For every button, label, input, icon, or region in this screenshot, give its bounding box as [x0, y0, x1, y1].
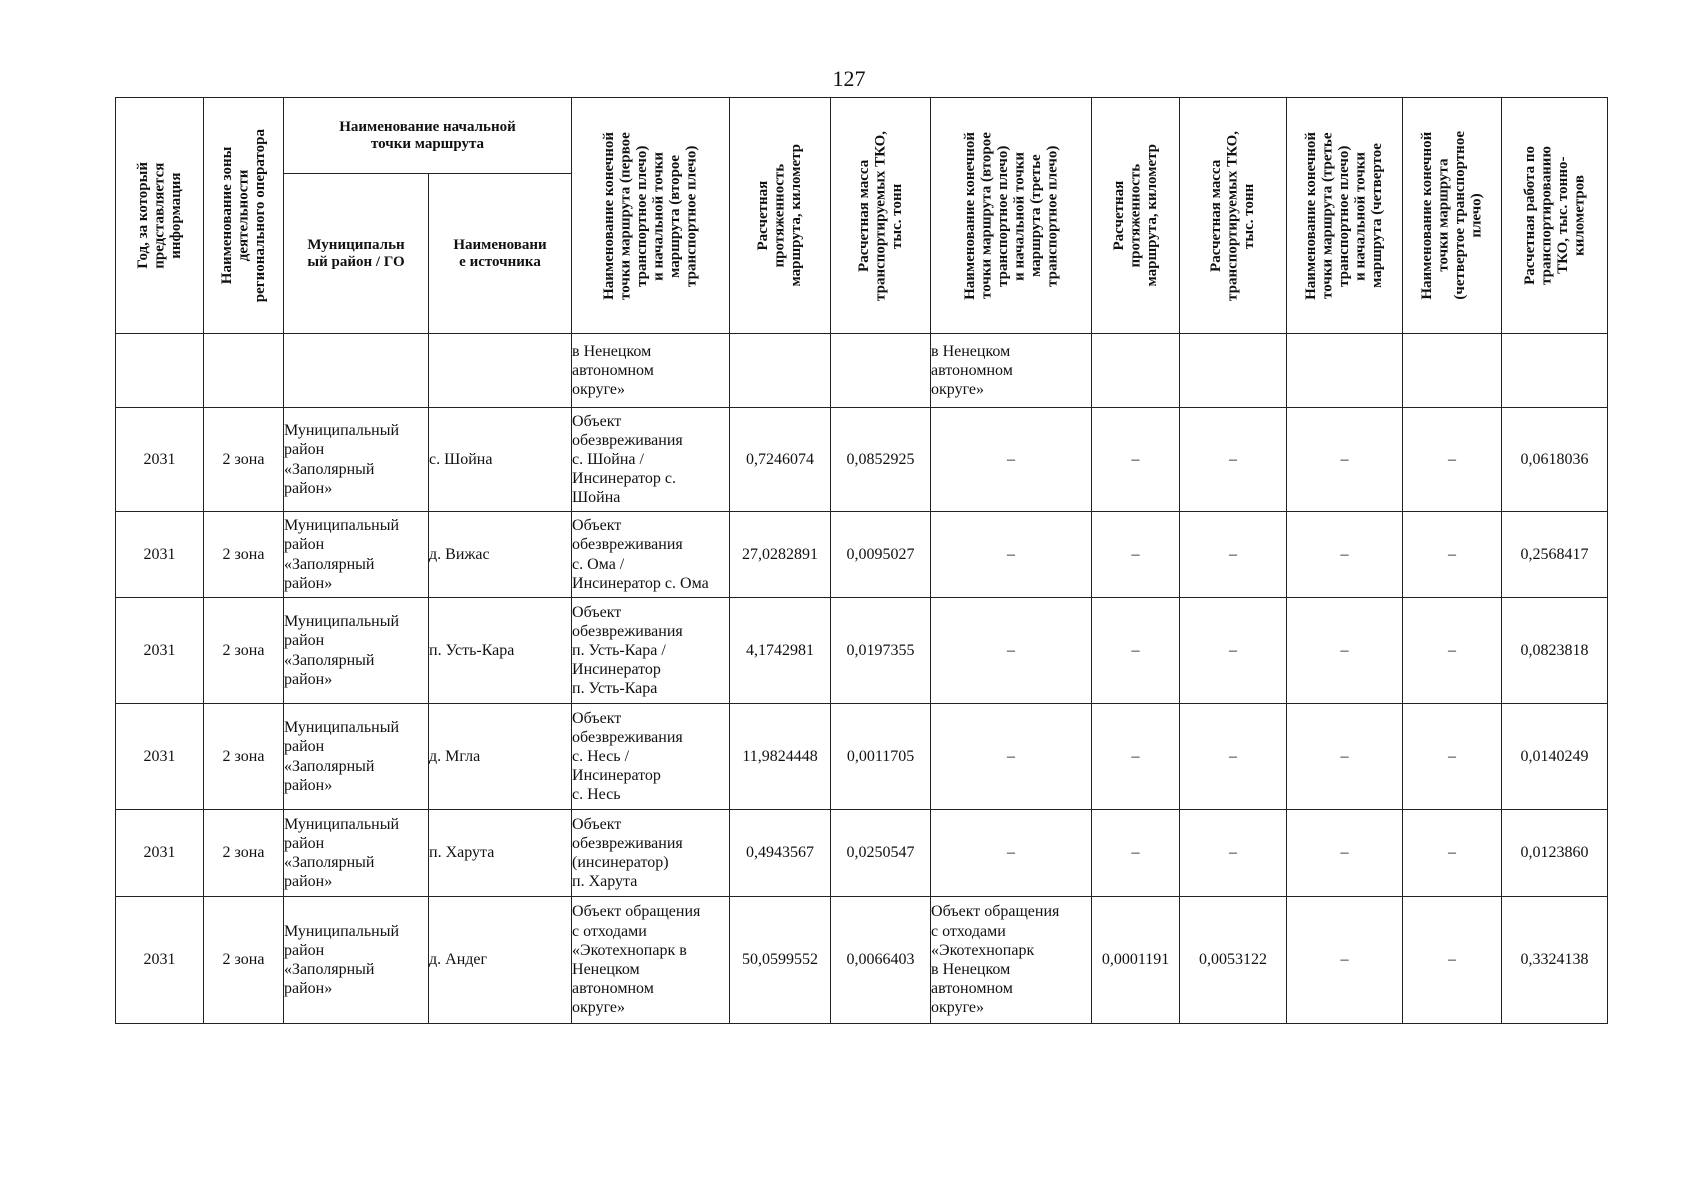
cell-end-point-1: Объект обезвреживания п. Усть-Кара / Инсинератор п. Усть-Кара [572, 598, 730, 704]
header-mass-2: Расчетная масса транспортируемых ТКО, тыс. тонн [1180, 98, 1287, 334]
cell-transport-work: 0,3324138 [1502, 897, 1608, 1024]
cell-year: 2031 [116, 512, 204, 598]
table-row [116, 408, 1608, 512]
cell-mass-1: 0,0852925 [831, 408, 931, 512]
cell-transport-work: 0,0823818 [1502, 598, 1608, 704]
table-row [116, 598, 1608, 704]
cell-end-point-4: – [1403, 704, 1502, 810]
continuation-row [116, 334, 1608, 408]
cell-transport-work: 0,0618036 [1502, 408, 1608, 512]
cell-year: 2031 [116, 810, 204, 897]
cell-end-point-2: – [931, 512, 1092, 598]
cell-end-point-4: – [1403, 408, 1502, 512]
table-row [116, 512, 1608, 598]
header-year: Год, за который представляется информация [116, 98, 204, 334]
cell-end-point-3: – [1287, 408, 1403, 512]
cell-zone: 2 зона [204, 408, 284, 512]
cell-end-point-2: – [931, 598, 1092, 704]
cell-mass-1: 0,0250547 [831, 810, 931, 897]
cell-municipality: Муниципальный район «Заполярный район» [284, 704, 429, 810]
cell-mass-1: 0,0197355 [831, 598, 931, 704]
cell-year: 2031 [116, 408, 204, 512]
continuation-end-point-2: в Ненецком автономном округе» [931, 334, 1092, 408]
cell-municipality: Муниципальный район «Заполярный район» [284, 810, 429, 897]
cell-end-point-2: – [931, 810, 1092, 897]
header-end-point-1: Наименование конечной точки маршрута (первое транспортное плечо) и начальной точки маршрута (второе транспортное плечо) [572, 98, 730, 334]
cell-end-point-4: – [1403, 897, 1502, 1024]
header-source: Наименовани е источника [429, 174, 572, 334]
cell-end-point-3: – [1287, 810, 1403, 897]
cell-distance-1: 50,0599552 [730, 897, 831, 1024]
cell-municipality: Муниципальный район «Заполярный район» [284, 408, 429, 512]
cell-transport-work: 0,0123860 [1502, 810, 1608, 897]
cell-transport-work: 0,0140249 [1502, 704, 1608, 810]
cell-end-point-1: Объект обращения с отходами «Экотехнопарк в Ненецком автономном округе» [572, 897, 730, 1024]
cell-end-point-4: – [1403, 810, 1502, 897]
continuation-end-point-1: в Ненецком автономном округе» [572, 334, 730, 408]
cell-year: 2031 [116, 598, 204, 704]
table-row [116, 810, 1608, 897]
header-distance-1: Расчетная протяженность маршрута, километр [730, 98, 831, 334]
cell-end-point-2: Объект обращения с отходами «Экотехнопарк в Ненецком автономном округе» [931, 897, 1092, 1024]
cell-mass-2: 0,0053122 [1180, 897, 1287, 1024]
cell-source: п. Усть-Кара [429, 598, 572, 704]
cell-source: д. Вижас [429, 512, 572, 598]
cell-distance-2: – [1092, 512, 1180, 598]
cell-end-point-1: Объект обезвреживания с. Шойна / Инсинератор с. Шойна [572, 408, 730, 512]
cell-end-point-3: – [1287, 598, 1403, 704]
page-number: 127 [832, 66, 866, 91]
cell-end-point-3: – [1287, 704, 1403, 810]
cell-distance-1: 11,9824448 [730, 704, 831, 810]
cell-year: 2031 [116, 704, 204, 810]
cell-distance-1: 27,0282891 [730, 512, 831, 598]
cell-municipality: Муниципальный район «Заполярный район» [284, 512, 429, 598]
cell-distance-2: – [1092, 704, 1180, 810]
cell-mass-2: – [1180, 704, 1287, 810]
header-transport-work: Расчетная работа по транспортированию ТКО, тыс. тонно- километров [1502, 98, 1608, 334]
cell-end-point-3: – [1287, 512, 1403, 598]
cell-source: д. Мгла [429, 704, 572, 810]
cell-source: с. Шойна [429, 408, 572, 512]
cell-distance-1: 4,1742981 [730, 598, 831, 704]
cell-end-point-4: – [1403, 512, 1502, 598]
cell-mass-2: – [1180, 512, 1287, 598]
cell-distance-1: 0,7246074 [730, 408, 831, 512]
cell-distance-2: – [1092, 408, 1180, 512]
cell-mass-2: – [1180, 810, 1287, 897]
cell-transport-work: 0,2568417 [1502, 512, 1608, 598]
cell-distance-2: 0,0001191 [1092, 897, 1180, 1024]
cell-mass-1: 0,0066403 [831, 897, 931, 1024]
table-row [116, 704, 1608, 810]
cell-distance-2: – [1092, 598, 1180, 704]
header-start-point: Наименование начальной точки маршрута [284, 98, 572, 174]
cell-distance-2: – [1092, 810, 1180, 897]
cell-zone: 2 зона [204, 512, 284, 598]
header-zone: Наименование зоны деятельности регионального оператора [204, 98, 284, 334]
cell-mass-2: – [1180, 408, 1287, 512]
cell-municipality: Муниципальный район «Заполярный район» [284, 897, 429, 1024]
route-table [115, 97, 1608, 1024]
cell-zone: 2 зона [204, 704, 284, 810]
cell-zone: 2 зона [204, 810, 284, 897]
header-municipality: Муниципальн ый район / ГО [284, 174, 429, 334]
header-end-point-2: Наименование конечной точки маршрута (второе транспортное плечо) и начальной точки маршрута (третье транспортное плечо) [931, 98, 1092, 334]
cell-end-point-4: – [1403, 598, 1502, 704]
cell-end-point-2: – [931, 408, 1092, 512]
cell-end-point-1: Объект обезвреживания (инсинератор) п. Харута [572, 810, 730, 897]
cell-zone: 2 зона [204, 897, 284, 1024]
cell-municipality: Муниципальный район «Заполярный район» [284, 598, 429, 704]
cell-source: п. Харута [429, 810, 572, 897]
cell-distance-1: 0,4943567 [730, 810, 831, 897]
header-mass-1: Расчетная масса транспортируемых ТКО, тыс. тонн [831, 98, 931, 334]
cell-end-point-1: Объект обезвреживания с. Ома / Инсинератор с. Ома [572, 512, 730, 598]
cell-mass-1: 0,0011705 [831, 704, 931, 810]
cell-end-point-3: – [1287, 897, 1403, 1024]
cell-end-point-1: Объект обезвреживания с. Несь / Инсинератор с. Несь [572, 704, 730, 810]
cell-mass-1: 0,0095027 [831, 512, 931, 598]
cell-mass-2: – [1180, 598, 1287, 704]
header-end-point-4: Наименование конечной точки маршрута (четвертое транспортное плечо) [1403, 98, 1502, 334]
table-row [116, 897, 1608, 1024]
header-end-point-3: Наименование конечной точки маршрута (третье транспортное плечо) и начальной точки маршрута (четвертое [1287, 98, 1403, 334]
header-distance-2: Расчетная протяженность маршрута, километр [1092, 98, 1180, 334]
cell-source: д. Андег [429, 897, 572, 1024]
cell-end-point-2: – [931, 704, 1092, 810]
cell-year: 2031 [116, 897, 204, 1024]
cell-zone: 2 зона [204, 598, 284, 704]
